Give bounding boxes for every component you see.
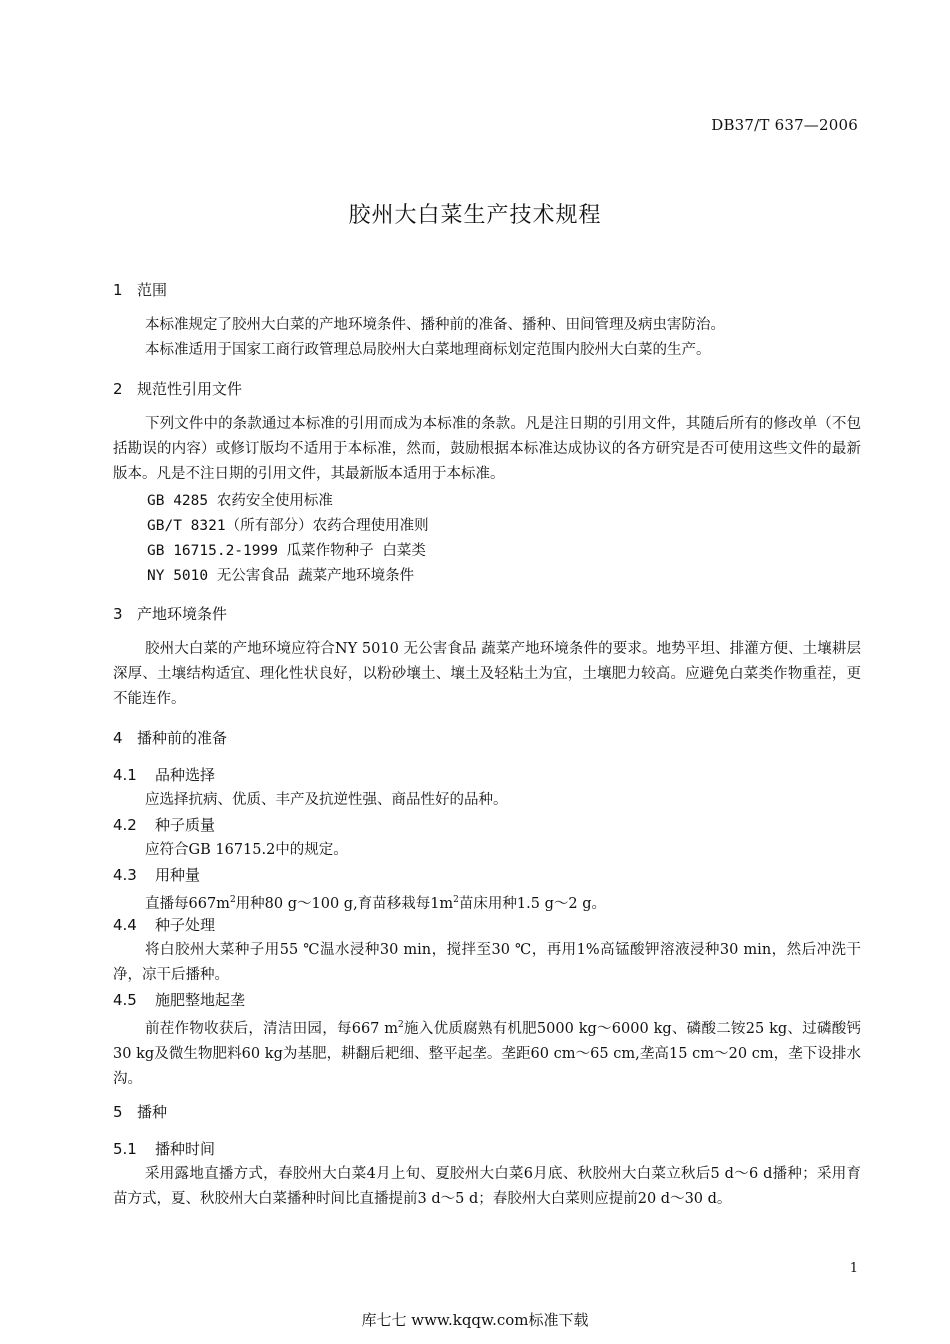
section-title: 范围 xyxy=(137,281,168,299)
reference-item: NY 5010 无公害食品 蔬菜产地环境条件 xyxy=(147,568,415,584)
subsection-4-5-heading xyxy=(113,989,245,1010)
page-title: 胶州大白菜生产技术规程 xyxy=(348,203,602,228)
subsection-5-1-heading xyxy=(113,1138,215,1159)
section-number: 1 xyxy=(113,281,123,299)
section-2-paragraph: 下列文件中的条款通过本标准的引用而成为本标准的条款。凡是注日期的引用文件，其随后所有的修改单（不包括勘误的内容）或修订版均不适用于本标准，然而，鼓励根据本标准达成协议的各方研究是否可使用这些文件的最新版本。凡是不注日期的引用文件，其最新版本适用于本标准。 xyxy=(113,416,861,482)
text-run: 施入优质腐熟有机肥5000 kg～6000 kg、磷酸二铵25 kg、过磷酸钙30 kg及微生物肥料60 kg为基肥，耕翻后耙细、整平起垄。垄距60 cm～65 cm,垄高15 cm～20 cm，垄下设排水沟。 xyxy=(113,1020,861,1087)
subsection-4-4-heading xyxy=(113,914,215,935)
superscript: 2 xyxy=(398,1020,404,1030)
section-1-paragraph-1: 本标准规定了胶州大白菜的产地环境条件、播种前的准备、播种、田间管理及病虫害防治。 xyxy=(145,317,725,333)
reference-item: GB/T 8321（所有部分）农药合理使用准则 xyxy=(147,518,429,534)
subsection-number: 4.2 xyxy=(113,816,137,834)
section-3-paragraph: 胶州大白菜的产地环境应符合NY 5010 无公害食品 蔬菜产地环境条件的要求。地势平坦、排灌方便、土壤耕层深厚、土壤结构适宜、理化性状良好，以粉砂壤土、壤土及轻粘土为宜，土壤肥力较高。应避免白菜类作物重茬，更不能连作。 xyxy=(113,641,861,707)
footer-watermark: 库七七 www.kqqw.com标准下载 xyxy=(361,1311,589,1329)
section-3-heading xyxy=(113,603,227,624)
subsection-title: 用种量 xyxy=(155,866,201,884)
section-number: 3 xyxy=(113,605,123,623)
subsection-number: 4.4 xyxy=(113,916,137,934)
subsection-4-2-heading xyxy=(113,814,215,835)
section-5-heading xyxy=(113,1101,167,1122)
text-run: 前茬作物收获后，清洁田园，每667 m xyxy=(145,1020,399,1037)
subsection-title: 品种选择 xyxy=(155,766,216,784)
subsection-4-1-heading xyxy=(113,764,215,785)
subsection-title: 种子处理 xyxy=(155,916,216,934)
section-4-heading xyxy=(113,727,227,748)
section-number: 2 xyxy=(113,380,123,398)
subsection-5-1-paragraph: 采用露地直播方式，春胶州大白菜4月上旬、夏胶州大白菜6月底、秋胶州大白菜立秋后5 d～6 d播种；采用育苗方式，夏、秋胶州大白菜播种时间比直播提前3 d～5 d；春胶州大白菜则应提前20 d～30 d。 xyxy=(113,1166,861,1207)
subsection-4-4-paragraph: 将白胶州大菜种子用55 ℃温水浸种30 min，搅拌至30 ℃，再用1%高锰酸钾溶液浸种30 min，然后冲洗干净，凉干后播种。 xyxy=(113,942,861,983)
text-run: 苗床用种1.5 g～2 g。 xyxy=(458,895,606,912)
section-title: 播种前的准备 xyxy=(137,729,228,747)
superscript: 2 xyxy=(229,895,236,905)
subsection-number: 4.5 xyxy=(113,991,137,1009)
subsection-4-3-paragraph xyxy=(113,888,861,917)
section-1-heading xyxy=(113,279,167,300)
subsection-4-1-paragraph: 应选择抗病、优质、丰产及抗逆性强、商品性好的品种。 xyxy=(145,792,508,808)
subsection-title: 种子质量 xyxy=(155,816,216,834)
section-title: 规范性引用文件 xyxy=(137,380,243,398)
section-number: 5 xyxy=(113,1103,123,1121)
section-title: 产地环境条件 xyxy=(137,605,228,623)
subsection-title: 施肥整地起垄 xyxy=(155,991,246,1009)
subsection-number: 4.1 xyxy=(113,766,137,784)
subsection-4-5-paragraph xyxy=(113,1013,861,1092)
subsection-number: 5.1 xyxy=(113,1140,137,1158)
page-number: 1 xyxy=(849,1261,858,1276)
subsection-number: 4.3 xyxy=(113,866,137,884)
section-title: 播种 xyxy=(137,1103,168,1121)
section-1-paragraph-2: 本标准适用于国家工商行政管理总局胶州大白菜地理商标划定范围内胶州大白菜的生产。 xyxy=(145,342,711,358)
subsection-4-3-heading xyxy=(113,864,200,885)
reference-item: GB 16715.2-1999 瓜菜作物种子 白菜类 xyxy=(147,543,426,559)
subsection-title: 播种时间 xyxy=(155,1140,216,1158)
document-number: DB37/T 637—2006 xyxy=(711,116,858,134)
text-run: 直播每667m xyxy=(145,895,230,912)
section-number: 4 xyxy=(113,729,123,747)
text-run: 用种80 g～100 g,育苗移栽每1m xyxy=(235,895,454,912)
subsection-4-2-paragraph: 应符合GB 16715.2中的规定。 xyxy=(145,842,348,858)
section-2-heading xyxy=(113,378,242,399)
superscript: 2 xyxy=(453,895,459,905)
reference-item: GB 4285 农药安全使用标准 xyxy=(147,493,333,509)
